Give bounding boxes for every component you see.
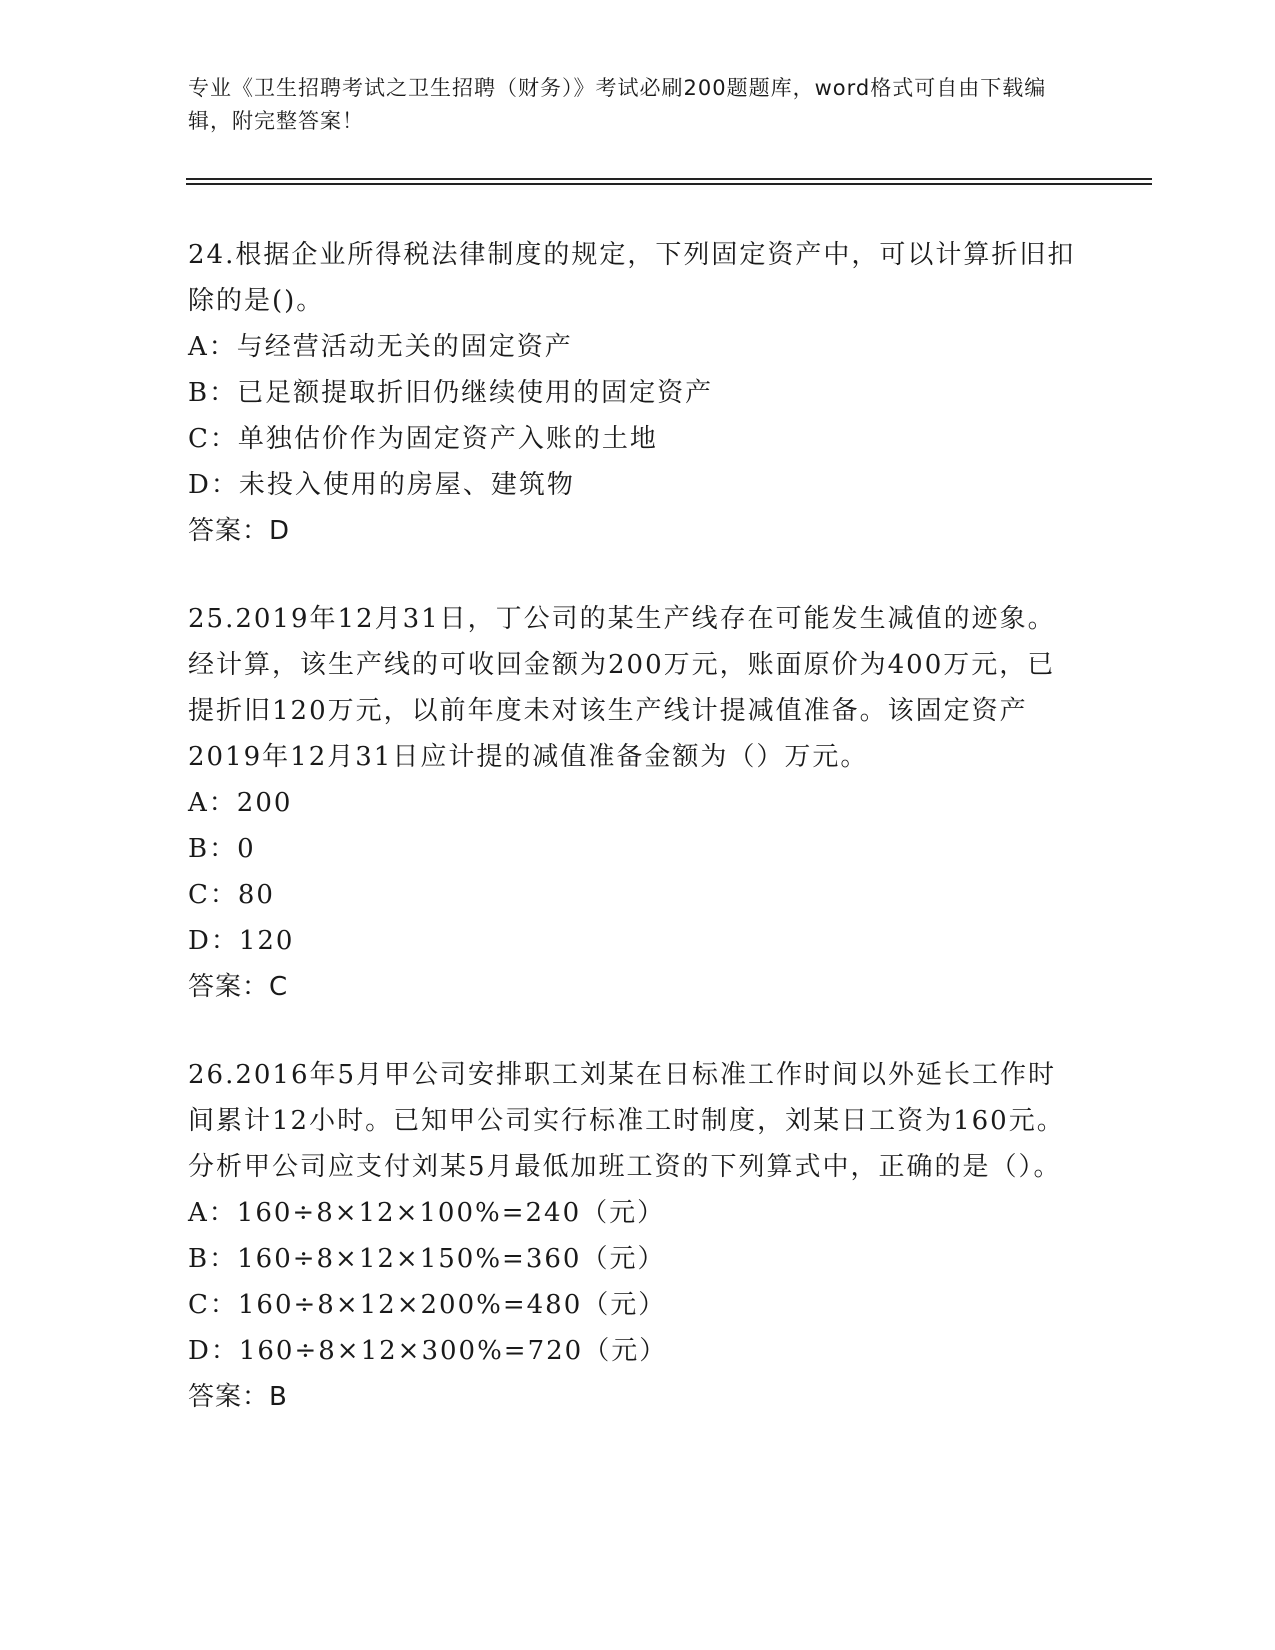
document-header: 专业《卫生招聘考试之卫生招聘（财务）》考试必刷200题题库，word格式可自由下载编辑，附完整答案！ — [188, 76, 1047, 133]
question-text: 24.根据企业所得税法律制度的规定，下列固定资产中，可以计算折旧扣除的是()。 — [188, 240, 1076, 316]
option-c: C：单独估价作为固定资产入账的土地 — [188, 424, 658, 454]
question-24 — [188, 232, 1078, 554]
answer-line: 答案：B — [188, 1382, 288, 1412]
header-divider-top — [186, 178, 1152, 180]
option-d: D：160÷8×12×300%=720（元） — [188, 1336, 668, 1366]
option-a: A：160÷8×12×100%=240（元） — [188, 1198, 666, 1228]
option-d: D：未投入使用的房屋、建筑物 — [188, 470, 575, 500]
option-d: D：120 — [188, 926, 295, 956]
question-text: 25.2019年12月31日，丁公司的某生产线存在可能发生减值的迹象。经计算，该生产线的可收回金额为200万元，账面原价为400万元，已提折旧120万元，以前年度未对该生产线计提减值准备。该固定资产2019年12月31日应计提的减值准备金额为（）万元。 — [188, 604, 1056, 772]
option-b: B：160÷8×12×150%=360（元） — [188, 1244, 666, 1274]
question-text: 26.2016年5月甲公司安排职工刘某在日标准工作时间以外延长工作时间累计12小时。已知甲公司实行标准工时制度，刘某日工资为160元。分析甲公司应支付刘某5月最低加班工资的下列算式中，正确的是（）。 — [188, 1060, 1065, 1182]
answer-line: 答案：C — [188, 972, 289, 1002]
answer-line: 答案：D — [188, 516, 291, 546]
header-divider-bottom — [186, 183, 1152, 185]
question-25 — [188, 596, 1078, 1010]
option-b: B：已足额提取折旧仍继续使用的固定资产 — [188, 378, 714, 408]
option-c: C：160÷8×12×200%=480（元） — [188, 1290, 667, 1320]
option-c: C：80 — [188, 880, 275, 910]
option-a: A：200 — [188, 788, 293, 818]
option-b: B：0 — [188, 834, 256, 864]
option-a: A：与经营活动无关的固定资产 — [188, 332, 573, 362]
question-26 — [188, 1052, 1078, 1420]
